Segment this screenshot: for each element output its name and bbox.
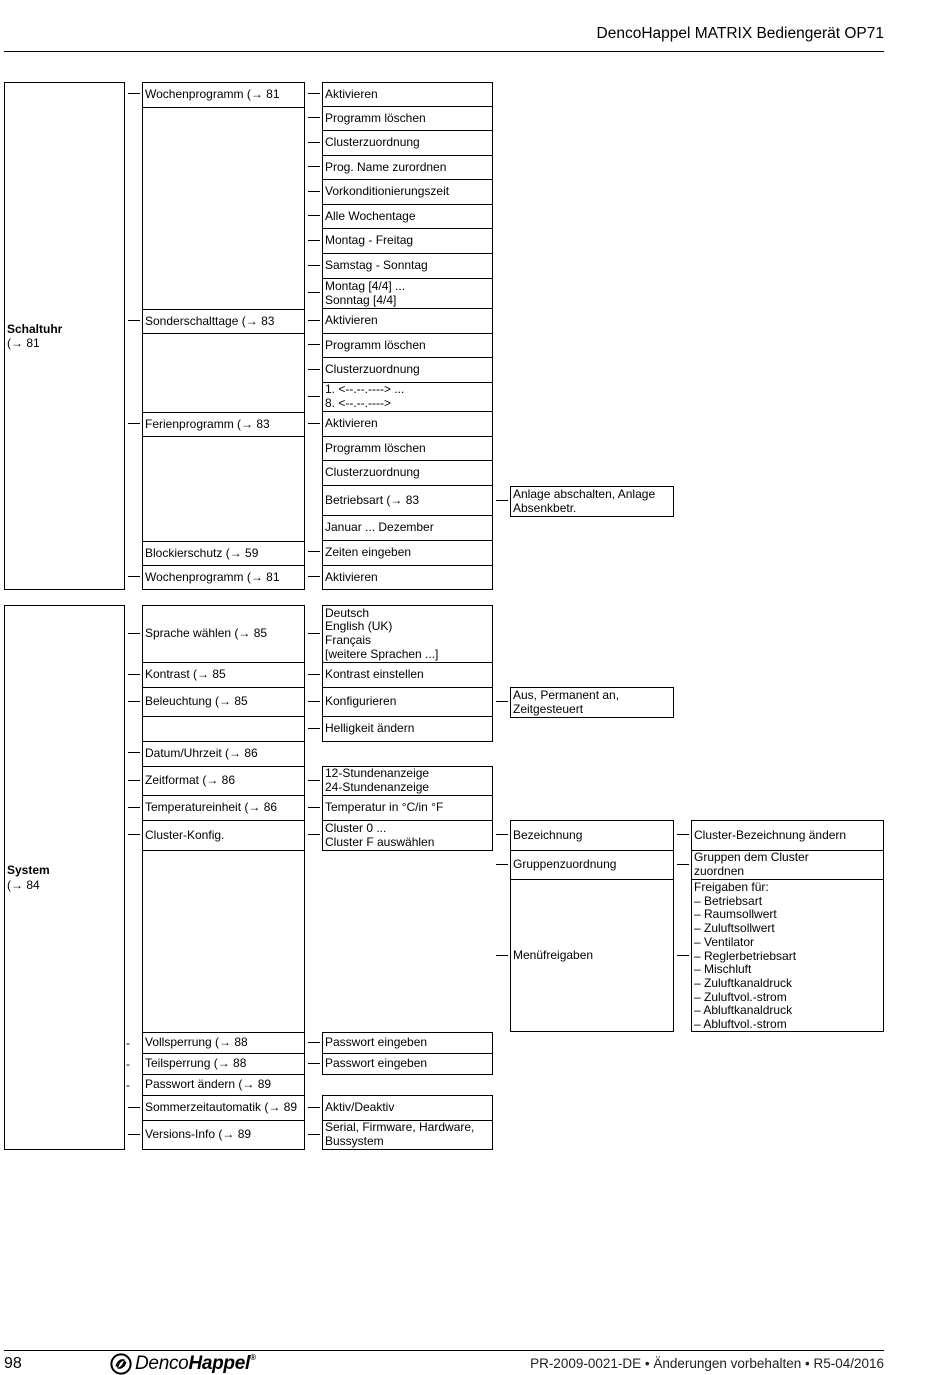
connector-dash (496, 834, 508, 835)
connector-dash (308, 369, 320, 370)
connector-dash (128, 93, 140, 94)
menu-sonderschalttage: Sonderschalttage (→ 83 (142, 309, 305, 334)
menu-sprache: Sprache wählen (→ 85 (142, 605, 305, 663)
menu-s-eintraege: 1. <--.--.----> ... 8. <--.--.----> (322, 382, 493, 412)
menu-w2-aktivieren: Aktivieren (322, 565, 493, 590)
connector-dash (308, 1042, 320, 1043)
connector-hyphen: - (126, 1036, 130, 1050)
menu-w-prog-name: Prog. Name zurordnen (322, 155, 493, 180)
connector-dash (677, 955, 689, 956)
connector-dash (308, 834, 320, 835)
menu-helligkeit-aendern: Helligkeit ändern (322, 716, 493, 742)
connector-dash (308, 1063, 320, 1064)
connector-dash (308, 117, 320, 118)
connector-dash (308, 265, 320, 266)
section-system (4, 605, 125, 1150)
menu-bezeichnung: Bezeichnung (510, 820, 674, 851)
schaltuhr-level1-column (142, 82, 305, 590)
connector-dash (308, 701, 320, 702)
page-number: 98 (4, 1355, 22, 1372)
menu-w-programm-loeschen: Programm löschen (322, 106, 493, 131)
connector-dash (128, 320, 140, 321)
menu-beleuchtung: Beleuchtung (→ 85 (142, 687, 305, 717)
connector-dash (496, 500, 508, 501)
document-reference: PR-2009-0021-DE • Änderungen vorbehalten • R5-04/2016 (530, 1356, 884, 1371)
menu-stundenanzeige: 12-Stundenanzeige 24-Stundenanzeige (322, 766, 493, 796)
menu-kontrast: Kontrast (→ 85 (142, 662, 305, 688)
connector-dash (496, 955, 508, 956)
menu-f-programm-loeschen: Programm löschen (322, 436, 493, 461)
connector-dash (308, 1107, 320, 1108)
menu-b-zeiten-eingeben: Zeiten eingeben (322, 540, 493, 566)
connector-dash (308, 240, 320, 241)
connector-hyphen: - (126, 1057, 130, 1071)
menu-cluster-auswaehlen: Cluster 0 ... Cluster F auswählen (322, 820, 493, 851)
menu-vollsperrung: Vollsperrung (→ 88 (142, 1032, 305, 1054)
menu-beleuchtung-modi: Aus, Permanent an, Zeitgesteuert (510, 687, 674, 718)
header-divider (4, 51, 884, 52)
connector-dash (677, 864, 689, 865)
menu-s-clusterzuordnung: Clusterzuordnung (322, 357, 493, 383)
menu-menuefreigaben: Menüfreigaben (510, 879, 674, 1032)
menu-zeitformat: Zeitformat (→ 86 (142, 766, 305, 796)
connector-dash (128, 834, 140, 835)
menu-aktiv-deaktiv: Aktiv/Deaktiv (322, 1095, 493, 1121)
menu-serial-firmware: Serial, Firmware, Hardware, Bussystem (322, 1120, 493, 1150)
menu-blockierschutz: Blockierschutz (→ 59 (142, 541, 305, 566)
connector-dash (128, 1134, 140, 1135)
menu-passwort-aendern: Passwort ändern (→ 89 (142, 1074, 305, 1096)
menu-f-anlage-abschalten: Anlage abschalten, Anlage Absenkbetr. (510, 486, 674, 517)
connector-dash (128, 1107, 140, 1108)
menu-s-programm-loeschen: Programm löschen (322, 333, 493, 358)
menu-cluster-konfig: Cluster-Konfig. (142, 820, 305, 851)
connector-dash (128, 423, 140, 424)
menu-f-betriebsart: Betriebsart (→ 83 (322, 485, 493, 516)
menu-freigaben-liste: Freigaben für: – Betriebsart – Raumsollwert – Zuluftsollwert – Ventilator – Reglerbetriebsart – Mischluft – Zuluftkanaldruck – Zuluftvol.-strom – Abluftkanaldruck – Abluftvol.-strom (691, 879, 884, 1032)
connector-dash (308, 423, 320, 424)
connector-dash (128, 807, 140, 808)
logo-registered: ® (249, 1353, 256, 1362)
section-system-title: System (7, 863, 50, 877)
connector-dash (128, 780, 140, 781)
menu-ferienprogramm: Ferienprogramm (→ 83 (142, 412, 305, 437)
connector-dash (308, 93, 320, 94)
menu-f-januar-dezember: Januar ... Dezember (322, 515, 493, 541)
menu-s-aktivieren: Aktivieren (322, 308, 493, 334)
menu-gruppen-zuordnen: Gruppen dem Cluster zuordnen (691, 850, 884, 880)
menu-wochenprogramm: Wochenprogramm (→ 81 (142, 82, 305, 108)
connector-dash (496, 864, 508, 865)
menu-datum-uhrzeit: Datum/Uhrzeit (→ 86 (142, 741, 305, 767)
menu-voll-passwort-eingeben: Passwort eingeben (322, 1032, 493, 1054)
section-system-ref: (→ 84 (7, 877, 40, 892)
connector-dash (308, 320, 320, 321)
menu-f-aktivieren: Aktivieren (322, 411, 493, 437)
menu-w-montag-freitag: Montag - Freitag (322, 228, 493, 254)
connector-dash (308, 344, 320, 345)
section-schaltuhr-ref: (→ 81 (7, 336, 40, 350)
connector-dash (308, 396, 320, 397)
menu-konfigurieren: Konfigurieren (322, 687, 493, 717)
connector-dash (308, 215, 320, 216)
menu-w-clusterzuordnung: Clusterzuordnung (322, 130, 493, 156)
logo-wordmark (135, 1353, 256, 1375)
footer-divider (4, 1350, 884, 1351)
connector-dash (308, 166, 320, 167)
menu-sommerzeitautomatik: Sommerzeitautomatik (→ 89 (142, 1095, 305, 1121)
menu-temperatureinheit: Temperatureinheit (→ 86 (142, 795, 305, 821)
menu-w-vorkonditionierung: Vorkonditionierungszeit (322, 179, 493, 205)
connector-dash (128, 633, 140, 634)
section-schaltuhr-title: Schaltuhr (7, 321, 63, 336)
connector-hyphen: - (126, 1078, 130, 1092)
menu-kontrast-einstellen: Kontrast einstellen (322, 662, 493, 688)
connector-dash (308, 728, 320, 729)
connector-dash (128, 752, 140, 753)
connector-dash (308, 1134, 320, 1135)
menu-teil-passwort-eingeben: Passwort eingeben (322, 1053, 493, 1075)
connector-dash (496, 701, 508, 702)
menu-w-alle-wochentage: Alle Wochentage (322, 204, 493, 229)
connector-dash (128, 576, 140, 577)
menu-f-clusterzuordnung: Clusterzuordnung (322, 460, 493, 486)
logo-happel: Happel (188, 1353, 250, 1374)
dencohappel-logo (110, 1353, 256, 1375)
logo-denco: Denco (135, 1353, 189, 1374)
connector-dash (128, 674, 140, 675)
document-header-title: DencoHappel MATRIX Bediengerät OP71 (596, 25, 884, 42)
connector-dash (128, 701, 140, 702)
menu-w-aktivieren: Aktivieren (322, 82, 493, 107)
menu-teilsperrung: Teilsperrung (→ 88 (142, 1053, 305, 1075)
section-schaltuhr (4, 82, 125, 590)
menu-gruppenzuordnung: Gruppenzuordnung (510, 850, 674, 880)
connector-dash (308, 674, 320, 675)
menu-temperatur-einheit: Temperatur in °C/in °F (322, 795, 493, 821)
menu-sprachen-liste: Deutsch English (UK) Français [weitere Sprachen ...] (322, 605, 493, 663)
connector-dash (308, 780, 320, 781)
connector-dash (308, 576, 320, 577)
menu-w-samstag-sonntag: Samstag - Sonntag (322, 253, 493, 279)
menu-w-montag-sonntag: Montag [4/4] ... Sonntag [4/4] (322, 278, 493, 309)
menu-cluster-bezeichnung-aendern: Cluster-Bezeichnung ändern (691, 820, 884, 851)
dencohappel-logo-icon (110, 1353, 132, 1375)
connector-dash (308, 191, 320, 192)
connector-dash (308, 292, 320, 293)
connector-dash (308, 142, 320, 143)
menu-versions-info: Versions-Info (→ 89 (142, 1120, 305, 1150)
connector-dash (308, 633, 320, 634)
connector-dash (308, 551, 320, 552)
connector-dash (677, 834, 689, 835)
menu-wochenprogramm-2: Wochenprogramm (→ 81 (142, 565, 305, 590)
connector-dash (308, 807, 320, 808)
